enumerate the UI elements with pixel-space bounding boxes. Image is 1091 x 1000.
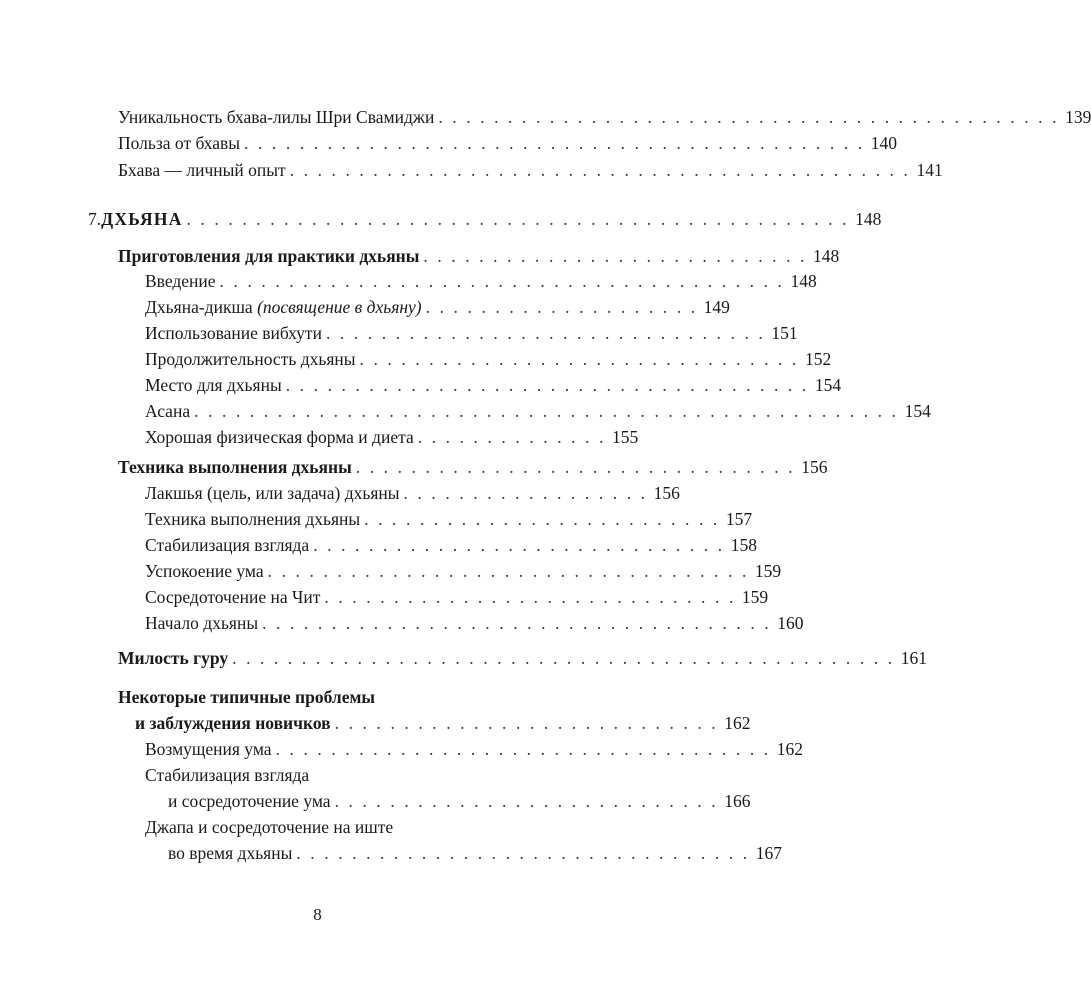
toc-entry-page: 166 — [724, 791, 751, 811]
toc-chapter[interactable] — [88, 206, 882, 232]
toc-entry-page: 141 — [916, 160, 943, 180]
leader-dots: . . . . . . . . . . . . . . . . . . . . . . . . . . . . — [334, 791, 719, 811]
leader-dots: . . . . . . . . . . . . . . . . . . . . . . . . . . — [364, 509, 720, 529]
leader-dots: . . . . . . . . . . . . . . . . . . . . . . . . . . . . . . . . . . . . . . . . . — [219, 271, 785, 291]
leader-dots: . . . . . . . . . . . . . . . . . . . . . . . . . . . . . . . . — [355, 457, 796, 477]
toc-entry-title: Продолжительность дхьяны — [145, 349, 356, 369]
leader-dots: . . . . . . . . . . . . . . . . . . . . . . . . . . . . . . . . . . . . . . . . . . . . . — [289, 160, 911, 180]
toc-entry-title: Бхава — личный опыт — [118, 160, 286, 180]
toc-entry[interactable] — [145, 532, 757, 558]
leader-dots: . . . . . . . . . . . . . . . . . . . . . . . . . . . . . . . . . — [296, 843, 750, 863]
toc-entry-title-line1: Стабилизация взгляда — [145, 765, 310, 785]
leader-dots: . . . . . . . . . . . . . . . . . . . . . . . . . . . . . . . . — [325, 323, 766, 343]
toc-entry-page: 140 — [870, 133, 898, 153]
toc-entry-page: 156 — [653, 483, 680, 503]
toc-entry-title — [145, 294, 424, 320]
toc-entry-title: Хорошая физическая форма и диета — [145, 427, 414, 447]
toc-entry-page: 155 — [612, 427, 639, 447]
toc-entry[interactable] — [145, 736, 804, 762]
toc-entry-title: Использование вибхути — [145, 323, 322, 343]
toc-entry-title: Сосредоточение на Чит — [145, 587, 321, 607]
toc-entry[interactable] — [145, 480, 680, 506]
toc-entry-title-line1: Джапа и сосредоточение на иште — [145, 817, 394, 837]
toc-entry-page: 149 — [703, 297, 730, 317]
toc-entry[interactable] — [145, 558, 782, 584]
leader-dots: . . . . . . . . . . . . . . . . . . . . . . . . . . . . . . . . . . . . — [275, 739, 771, 759]
toc-entry[interactable] — [145, 320, 798, 346]
section-page: 162 — [724, 713, 751, 733]
toc-entry-title: Успокоение ума — [145, 561, 264, 581]
toc-entry-title: Техника выполнения дхьяны — [145, 509, 361, 529]
toc-entry[interactable] — [145, 346, 832, 372]
section-title: Приготовления для практики дхьяны — [118, 246, 420, 266]
toc-entry-title-italic: (посвящение в дхьяну) — [257, 297, 422, 317]
leader-dots: . . . . . . . . . . . . . . . . . . . . . . . . . . . . . . . . . . . . . . — [285, 375, 809, 395]
toc-entry-title: Стабилизация взгляда — [145, 535, 310, 555]
toc-entry[interactable] — [145, 610, 804, 636]
toc-entry-page: 152 — [804, 349, 832, 369]
leader-dots: . . . . . . . . . . . . . . . . . . . . . . . . . . . . . . . . . . . . . . . . . . . . . — [244, 133, 865, 153]
toc-entry-page: 160 — [777, 613, 804, 633]
section-title: Милость гуру — [118, 648, 229, 668]
leader-dots: . . . . . . . . . . . . . . — [417, 427, 607, 447]
toc-entry[interactable] — [145, 424, 639, 450]
toc-section[interactable] — [135, 710, 751, 736]
section-title-line1: Некоторые типичные проблемы — [118, 687, 376, 707]
toc-entry-page: 159 — [754, 561, 782, 581]
toc-entry-title: Введение — [145, 271, 216, 291]
chapter-page: 148 — [855, 209, 882, 229]
toc-entry[interactable] — [168, 840, 782, 866]
section-page: 161 — [900, 648, 927, 668]
leader-dots: . . . . . . . . . . . . . . . . . . . . . . . . . . . . . . . . . . . . . — [262, 613, 772, 633]
toc-section[interactable] — [118, 243, 840, 269]
toc-entry-page: 148 — [790, 271, 817, 291]
toc-entry-title: во время дхьяны — [168, 843, 293, 863]
page-number: 8 — [313, 905, 322, 924]
chapter-title: ДХЬЯНА — [101, 209, 183, 229]
toc-entry[interactable] — [118, 104, 1091, 130]
leader-dots: . . . . . . . . . . . . . . . . . . . . . . . . . . . . — [423, 246, 808, 266]
toc-entry-page: 167 — [755, 843, 782, 863]
leader-dots: . . . . . . . . . . . . . . . . . . . . . . . . . . . . . . — [324, 587, 736, 607]
toc-entry[interactable] — [118, 130, 898, 156]
toc-entry-title-main: Дхьяна-дикша — [145, 297, 253, 317]
section-title: Техника выполнения дхьяны — [118, 457, 352, 477]
toc-entry[interactable] — [145, 294, 730, 320]
toc-entry[interactable] — [145, 372, 842, 398]
leader-dots: . . . . . . . . . . . . . . . . . . . . . . . . . . . . . . . . — [359, 349, 799, 369]
toc-entry-page: 154 — [904, 401, 931, 421]
toc-entry-page: 151 — [771, 323, 798, 343]
toc-entry-title: Уникальность бхава-лилы Шри Свамиджи — [118, 107, 435, 127]
leader-dots: . . . . . . . . . . . . . . . . . . . . . . . . . . . . . . . . . . . . . . . . . . . . . — [438, 107, 1060, 127]
toc-entry-title: Асана — [145, 401, 191, 421]
toc-entry[interactable] — [145, 584, 769, 610]
toc-entry-page: 157 — [725, 509, 753, 529]
toc-entry[interactable] — [168, 788, 751, 814]
toc-entry-title: Начало дхьяны — [145, 613, 259, 633]
leader-dots: . . . . . . . . . . . . . . . . . . . . . . . . . . . . . . — [313, 535, 725, 555]
toc-entry[interactable] — [145, 506, 753, 532]
toc-entry-page: 154 — [814, 375, 842, 395]
leader-dots: . . . . . . . . . . . . . . . . . . . . . . . . . . . . . . . . . . . — [267, 561, 749, 581]
toc-entry-page: 158 — [730, 535, 757, 555]
section-title: и заблуждения новичков — [135, 713, 331, 733]
toc-entry-title: Возмущения ума — [145, 739, 272, 759]
toc-entry-title: Место для дхьяны — [145, 375, 282, 395]
leader-dots: . . . . . . . . . . . . . . . . . . . . . . . . . . . . — [334, 713, 719, 733]
section-page: 156 — [801, 457, 828, 477]
toc-entry-title: Лакшья (цель, или задача) дхьяны — [145, 483, 400, 503]
leader-dots: . . . . . . . . . . . . . . . . . . — [403, 483, 648, 503]
toc-entry[interactable] — [118, 157, 943, 183]
toc-section[interactable] — [118, 454, 828, 480]
toc-entry-page: 162 — [776, 739, 804, 759]
chapter-number: 7. — [88, 209, 102, 229]
leader-dots: . . . . . . . . . . . . . . . . . . . . . . . . . . . . . . . . . . . . . . . . . . . . . . . . — [186, 209, 850, 229]
leader-dots: . . . . . . . . . . . . . . . . . . . . . . . . . . . . . . . . . . . . . . . . . . . . . . . . — [232, 648, 895, 668]
toc-entry-title: Польза от бхавы — [118, 133, 241, 153]
toc-entry[interactable] — [145, 398, 931, 424]
toc-entry[interactable] — [145, 268, 817, 294]
toc-entry-page: 159 — [741, 587, 769, 607]
toc-entry-page: 139 — [1065, 107, 1091, 127]
leader-dots: . . . . . . . . . . . . . . . . . . . . . . . . . . . . . . . . . . . . . . . . . . . . . . . . . . . — [194, 401, 899, 421]
toc-entry-title: и сосредоточение ума — [168, 791, 331, 811]
toc-section[interactable] — [118, 645, 927, 671]
leader-dots: . . . . . . . . . . . . . . . . . . . . — [425, 297, 698, 317]
section-page: 148 — [813, 246, 840, 266]
